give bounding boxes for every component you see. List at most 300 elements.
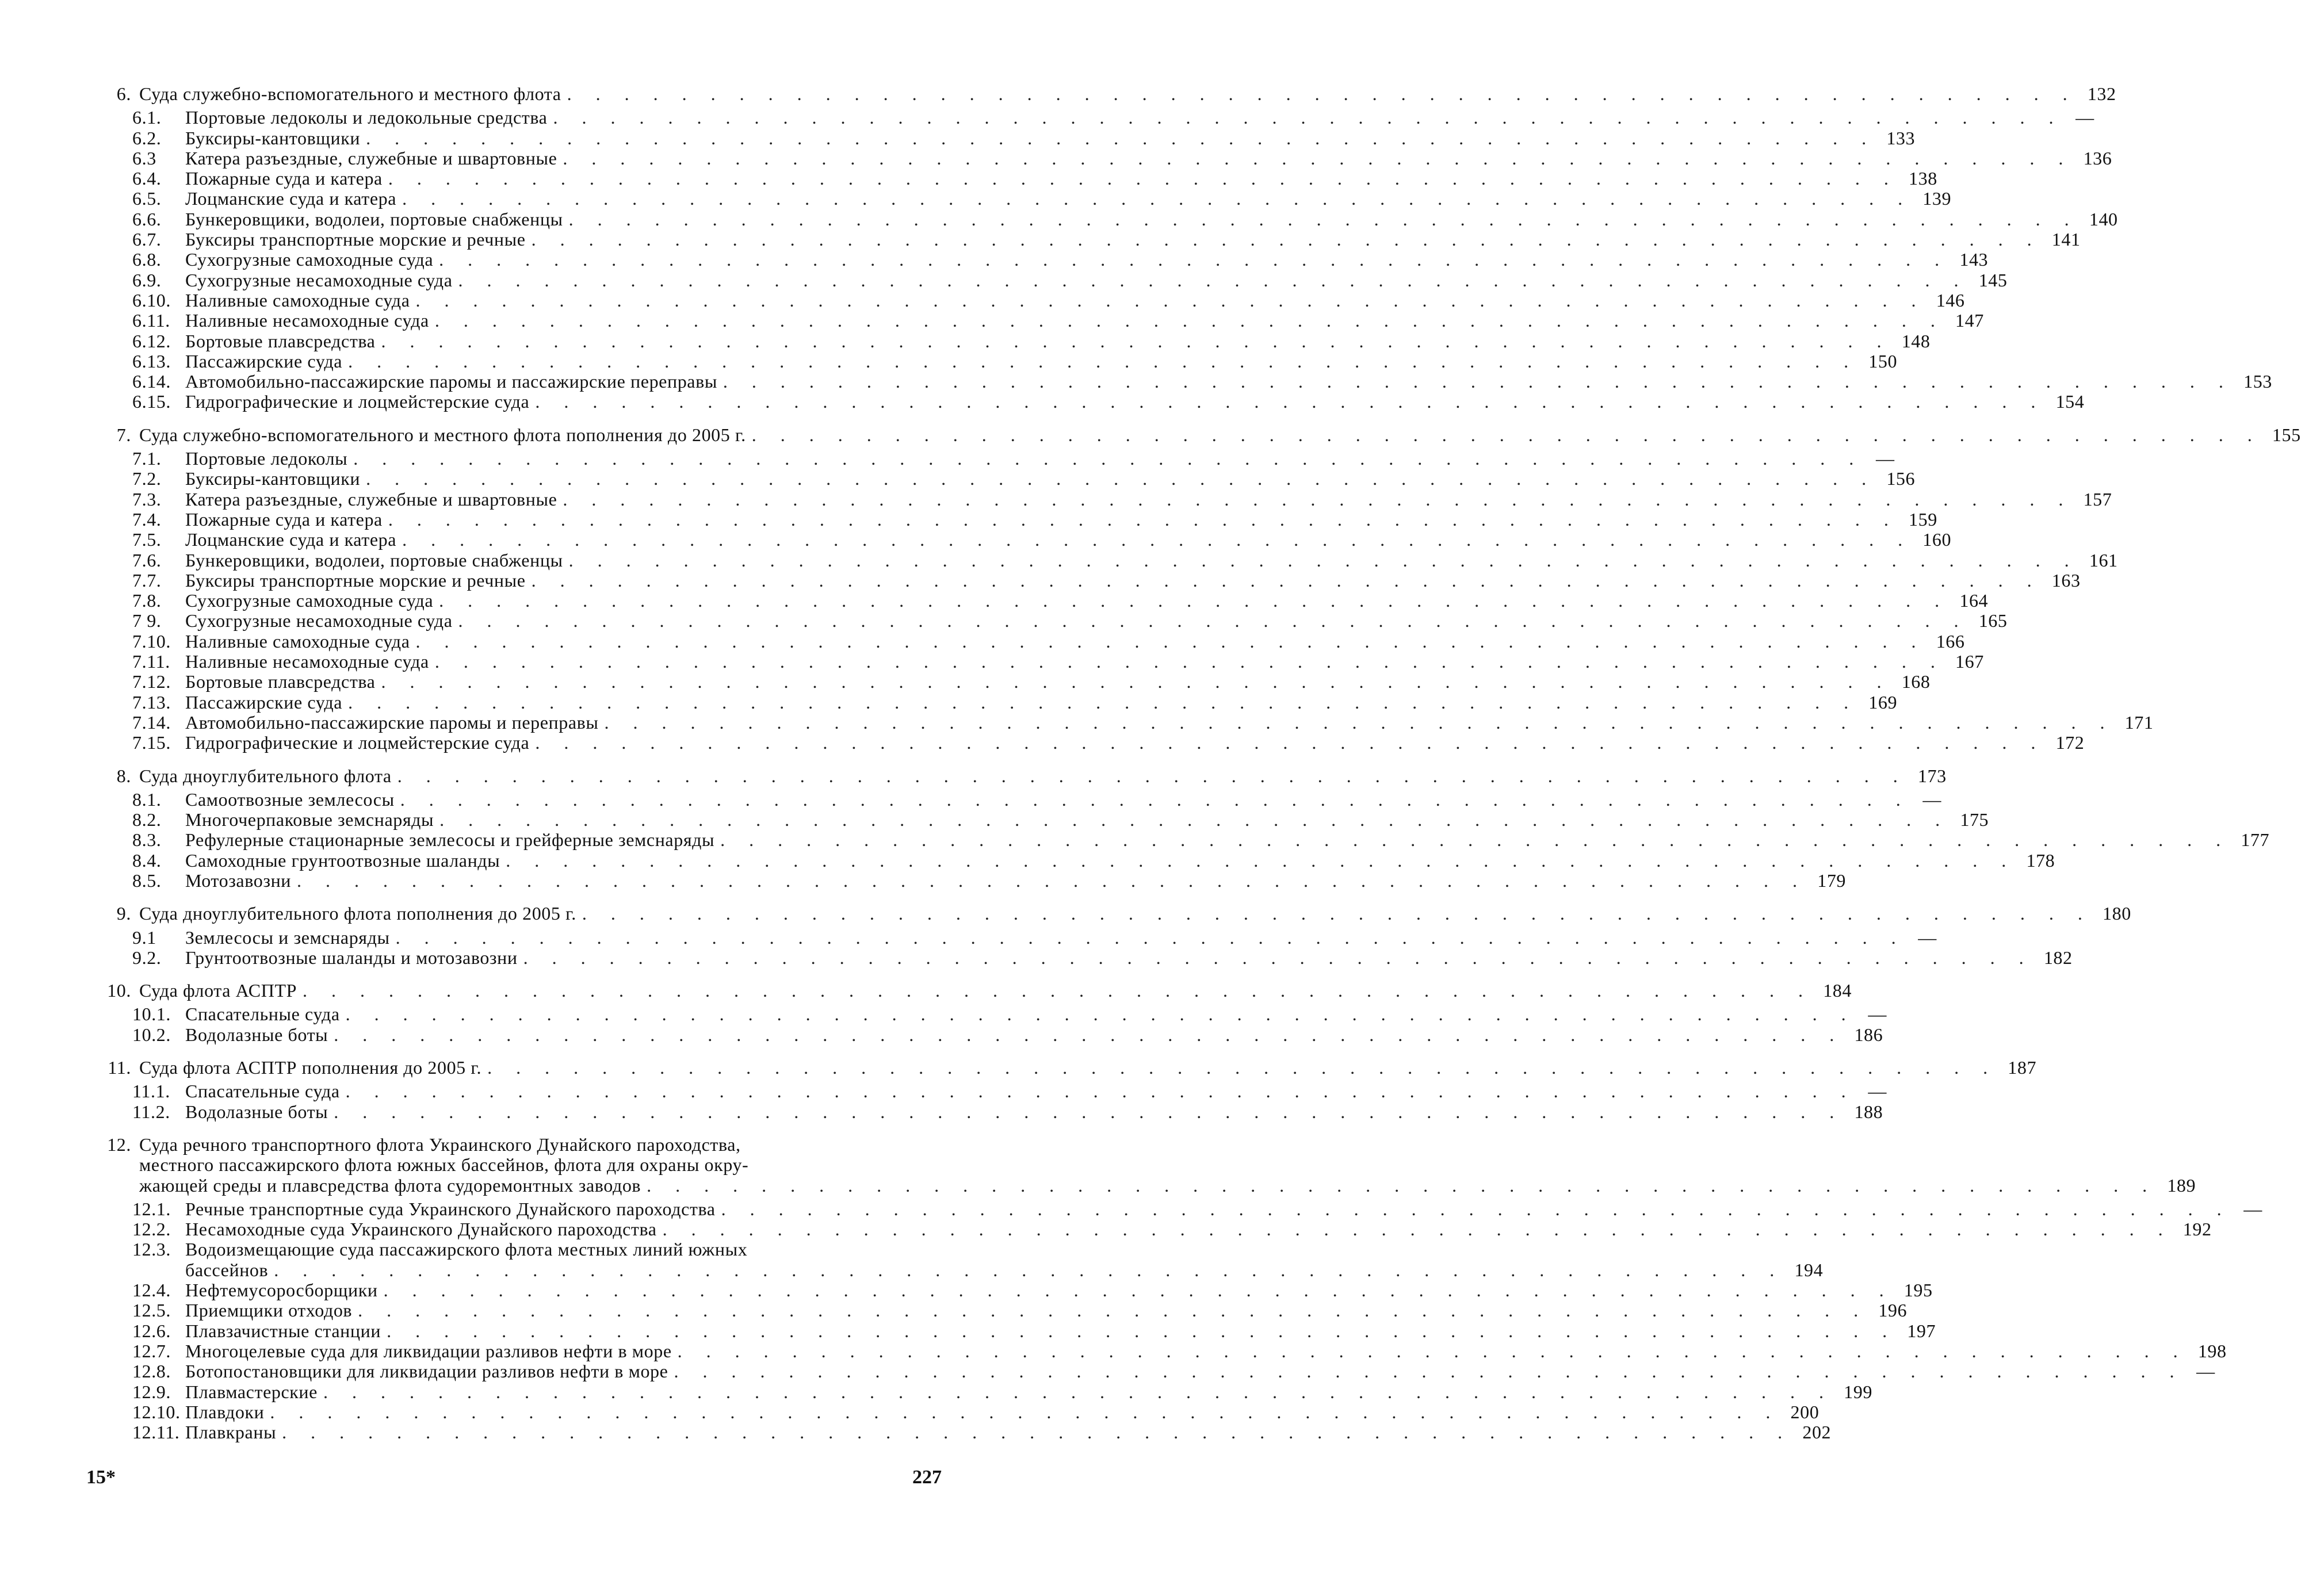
toc-page-number: 182	[2043, 947, 2073, 968]
toc-page-number: 180	[2103, 903, 2131, 924]
toc-entry[interactable]	[104, 371, 2272, 392]
toc-entry-title: Автомобильно-пассажирские паромы и пассажирские переправы	[185, 371, 717, 392]
dot-leader: . . . . . . . . . . . . . . . . . . . . . . . . . . . . . . . . . . . . . . . . . . . . . . . . . . . . .	[397, 765, 1908, 786]
toc-entry-title: Плавдоки	[185, 1401, 265, 1422]
dot-leader: . . . . . . . . . . . . . . . . . . . . . . . . . . . . . . . . . . . . . . . . . . . . . . . . . . . . .	[434, 651, 1945, 672]
toc-entry-number: 7.7.	[132, 569, 162, 591]
toc-entry[interactable]	[104, 789, 1941, 810]
toc-entry[interactable]	[104, 1219, 2212, 1240]
toc-entry-number: 12.4.	[132, 1280, 171, 1301]
toc-entry-number: 6.10.	[132, 289, 171, 311]
toc-entry-number: 6.14.	[132, 371, 171, 392]
toc-entry-number: 7.15.	[132, 732, 171, 753]
dot-leader: . . . . . . . . . . . . . . . . . . . . . . . . . . . . . . . . . . . . . . . . . . . . . . . . . . . . .	[604, 711, 2115, 733]
dot-leader: . . . . . . . . . . . . . . . . . . . . . . . . . . . . . . . . . . . . . . . . . . . . . . . . . . . . .	[402, 188, 1913, 209]
toc-entry[interactable]	[104, 849, 2055, 871]
dot-leader: . . . . . . . . . . . . . . . . . . . . . . . . . . . . . . . . . . . . . . . . . . . . . . . . . . . . .	[402, 529, 1913, 550]
toc-entry[interactable]	[104, 1198, 2262, 1219]
toc-section-number: 12.	[107, 1134, 131, 1155]
dot-leader: . . . . . . . . . . . . . . . . . . . . . . . . . . . . . . . . . . . . . . . . . . . . . . . . . . . . .	[282, 1422, 1792, 1443]
toc-section-number: 9.	[116, 903, 131, 924]
dot-leader: . . . . . . . . . . . . . . . . . . . . . . . . . . . . . . . . . . . . . . . . . . . . . . . . . . . . .	[345, 1081, 1856, 1102]
toc-entry-title: Катера разъездные, служебные и швартовные	[185, 488, 557, 510]
toc-section-title: местного пассажирского флота южных бассейнов, флота для охраны окру-	[139, 1154, 749, 1176]
toc-entry-title: Портовые ледоколы и ледокольные средства	[185, 107, 548, 128]
toc-entry-title: Буксиры транспортные морские и речные	[185, 569, 526, 591]
toc-entry-number: 7.6.	[132, 549, 162, 571]
toc-page-number: 150	[1868, 350, 1898, 372]
toc-entry-number: 7.3.	[132, 488, 162, 510]
toc-entry-title: Приемщики отходов	[185, 1300, 353, 1321]
dot-leader: . . . . . . . . . . . . . . . . . . . . . . . . . . . . . . . . . . . . . . . . . . . . . . . . . . . . .	[506, 849, 2016, 871]
toc-entry[interactable]	[104, 107, 2094, 128]
dot-leader: . . . . . . . . . . . . . . . . . . . . . . . . . . . . . . . . . . . . . . . . . . . . . . . . . . . . .	[647, 1174, 2157, 1196]
toc-page-number: 171	[2124, 711, 2154, 733]
dot-leader: . . . . . . . . . . . . . . . . . . . . . . . . . . . . . . . . . . . . . . . . . . . . . . . . . . . . .	[270, 1401, 1780, 1422]
toc-entry-number: 6.1.	[132, 107, 162, 128]
toc-section-number: 10.	[107, 980, 131, 1001]
toc-entry[interactable]	[104, 1024, 1883, 1045]
toc-page-number: 139	[1922, 188, 1952, 209]
toc-entry[interactable]	[104, 630, 1965, 652]
toc-section-heading[interactable]	[104, 83, 2116, 104]
toc-entry-title: бассейнов	[185, 1259, 269, 1280]
toc-page-number: 168	[1901, 671, 1931, 692]
toc-entry-title: Бортовые плавсредства	[185, 671, 376, 692]
dot-leader: . . . . . . . . . . . . . . . . . . . . . . . . . . . . . . . . . . . . . . . . . . . . . . . . . . . . .	[383, 1280, 1894, 1301]
dot-leader: . . . . . . . . . . . . . . . . . . . . . . . . . . . . . . . . . . . . . . . . . . . . . . . . . . . . .	[439, 809, 1950, 830]
dot-leader: . . . . . . . . . . . . . . . . . . . . . . . . . . . . . . . . . . . . . . . . . . . . . . . . . . . . .	[439, 590, 1950, 611]
toc-entry-title: Рефулерные стационарные землесосы и грейферные земснаряды	[185, 829, 715, 851]
toc-section-title: Суда дноуглубительного флота	[139, 765, 392, 786]
toc-entry[interactable]	[104, 927, 1937, 948]
toc-page-number: —	[2196, 1361, 2215, 1382]
toc-page-number: 187	[2008, 1057, 2037, 1078]
toc-entry-number: 10.1.	[132, 1004, 171, 1025]
dot-leader: . . . . . . . . . . . . . . . . . . . . . . . . . . . . . . . . . . . . . . . . . . . . . . . . . . . . .	[531, 569, 2042, 591]
toc-entry[interactable]	[104, 829, 2270, 851]
toc-entry[interactable]	[104, 188, 1952, 209]
toc-page-number: 143	[1959, 249, 1989, 270]
toc-entry[interactable]	[104, 208, 2118, 229]
toc-entry-title: Плавзачистные станции	[185, 1320, 381, 1341]
dot-leader: . . . . . . . . . . . . . . . . . . . . . . . . . . . . . . . . . . . . . . . . . . . . . . . . . . . . .	[334, 1101, 1844, 1122]
toc-entry[interactable]	[104, 651, 1984, 672]
toc-entry[interactable]	[104, 691, 1898, 713]
toc-section-number: 11.	[108, 1057, 131, 1078]
toc-page-number: 199	[1844, 1381, 1872, 1402]
toc-entry-title: Грунтоотвозные шаланды и мотозавозни	[185, 947, 518, 968]
dot-leader: . . . . . . . . . . . . . . . . . . . . . . . . . . . . . . . . . . . . . . . . . . . . . . . . . . . . .	[388, 168, 1898, 189]
toc-page-number: 169	[1868, 691, 1898, 713]
toc-entry[interactable]	[104, 488, 2112, 510]
toc-entry[interactable]	[104, 249, 1989, 270]
dot-leader: . . . . . . . . . . . . . . . . . . . . . . . . . . . . . . . . . . . . . . . . . . . . . . . . . . . . .	[353, 448, 1864, 469]
toc-entry[interactable]	[104, 947, 2073, 968]
dot-leader: . . . . . . . . . . . . . . . . . . . . . . . . . . . . . . . . . . . . . . . . . . . . . . . . . . . . .	[535, 391, 2046, 412]
toc-entry[interactable]	[104, 1422, 1832, 1443]
toc-page-number: 172	[2055, 732, 2085, 753]
toc-page-number: 192	[2182, 1219, 2212, 1240]
dot-leader: . . . . . . . . . . . . . . . . . . . . . . . . . . . . . . . . . . . . . . . . . . . . . . . . . . . . .	[439, 249, 1950, 270]
dot-leader: . . . . . . . . . . . . . . . . . . . . . . . . . . . . . . . . . . . . . . . . . . . . . . . . . . . . .	[568, 549, 2079, 571]
toc-page-number: 178	[2026, 849, 2055, 871]
toc-page-number: 186	[1854, 1024, 1883, 1045]
toc-entry-title: Наливные несамоходные суда	[185, 310, 429, 331]
toc-entry[interactable]	[104, 590, 1989, 611]
dot-leader: . . . . . . . . . . . . . . . . . . . . . . . . . . . . . . . . . . . . . . . . . . . . . . . . . . . . .	[531, 229, 2042, 250]
toc-entry-title: Самоходные грунтоотвозные шаланды	[185, 849, 500, 871]
toc-page-number: 202	[1802, 1422, 1832, 1443]
toc-entry-number: 6.7.	[132, 229, 162, 250]
toc-entry-number: 7.2.	[132, 468, 162, 489]
toc-entry-title: Лоцманские суда и катера	[185, 529, 397, 550]
dot-leader: . . . . . . . . . . . . . . . . . . . . . . . . . . . . . . . . . . . . . . . . . . . . . . . . . . . . .	[334, 1024, 1844, 1045]
dot-leader: . . . . . . . . . . . . . . . . . . . . . . . . . . . . . . . . . . . . . . . . . . . . . . . . . . . . .	[303, 980, 1813, 1001]
toc-page-number: 195	[1904, 1280, 1933, 1301]
dot-leader: . . . . . . . . . . . . . . . . . . . . . . . . . . . . . . . . . . . . . . . . . . . . . . . . . . . . .	[720, 829, 2231, 851]
toc-entry-number: 6.9.	[132, 269, 162, 290]
toc-entry-title: Бункеровщики, водолеи, портовые снабженцы	[185, 208, 563, 229]
toc-entry[interactable]	[104, 1340, 2227, 1361]
dot-leader: . . . . . . . . . . . . . . . . . . . . . . . . . . . . . . . . . . . . . . . . . . . . . . . . . . . . .	[348, 350, 1859, 372]
toc-entry[interactable]	[104, 1381, 1872, 1402]
toc-entry-title: Наливные самоходные суда	[185, 630, 410, 652]
toc-section-heading[interactable]	[104, 1134, 2196, 1196]
dot-leader: . . . . . . . . . . . . . . . . . . . . . . . . . . . . . . . . . . . . . . . . . . . . . . . . . . . . .	[535, 732, 2046, 753]
toc-entry-number: 9.1	[132, 927, 156, 948]
toc-section-title: Суда дноуглубительного флота пополнения до 2005 г.	[139, 903, 576, 924]
dot-leader: . . . . . . . . . . . . . . . . . . . . . . . . . . . . . . . . . . . . . . . . . . . . . . . . . . . . .	[563, 147, 2073, 169]
toc-entry-number: 11.2.	[132, 1101, 170, 1122]
toc-page-number: 136	[2083, 147, 2112, 169]
toc-entry-number: 10.2.	[132, 1024, 171, 1045]
toc-entry-title: Несамоходные суда Украинского Дунайского пароходства	[185, 1219, 657, 1240]
toc-section-title-line	[104, 1155, 932, 1175]
dot-leader: . . . . . . . . . . . . . . . . . . . . . . . . . . . . . . . . . . . . . . . . . . . . . . . . . . . . .	[458, 269, 1969, 290]
toc-entry-title: Ботопостановщики для ликвидации разливов нефти в море	[185, 1361, 668, 1382]
toc-entry-number: 7.11.	[132, 651, 170, 672]
toc-entry-number: 7.10.	[132, 630, 171, 652]
toc-entry-number: 12.10.	[132, 1401, 181, 1422]
toc-page-number: 161	[2089, 549, 2118, 571]
toc-page-number: 167	[1955, 651, 1984, 672]
toc-page-number: 184	[1823, 980, 1852, 1001]
toc-entry[interactable]	[104, 127, 1916, 148]
dot-leader: . . . . . . . . . . . . . . . . . . . . . . . . . . . . . . . . . . . . . . . . . . . . . . . . . . . . .	[434, 310, 1945, 331]
toc-entry[interactable]	[104, 448, 1895, 469]
toc-entry-number: 7.5.	[132, 529, 162, 550]
toc-entry[interactable]	[104, 391, 2085, 412]
toc-entry[interactable]	[104, 1004, 1887, 1025]
toc-entry-title: Пассажирские суда	[185, 350, 343, 372]
toc-page-number: 179	[1817, 870, 1847, 891]
toc-entry[interactable]	[104, 529, 1952, 550]
toc-entry-number: 12.3.	[132, 1239, 171, 1260]
toc-entry-number: 6.15.	[132, 391, 171, 412]
toc-entry-number: 6.11.	[132, 310, 170, 331]
dot-leader: . . . . . . . . . . . . . . . . . . . . . . . . . . . . . . . . . . . . . . . . . . . . . . . . . . . . .	[582, 903, 2092, 924]
dot-leader: . . . . . . . . . . . . . . . . . . . . . . . . . . . . . . . . . . . . . . . . . . . . . . . . . . . . .	[674, 1361, 2184, 1382]
toc-page-number: 155	[2272, 424, 2301, 445]
toc-page-number: 147	[1955, 310, 1984, 331]
toc-section-heading[interactable]	[104, 903, 2131, 924]
toc-page-number: —	[1875, 448, 1895, 469]
toc-section-title: Суда речного транспортного флота Украинского Дунайского пароходства,	[139, 1134, 741, 1155]
dot-leader: . . . . . . . . . . . . . . . . . . . . . . . . . . . . . . . . . . . . . . . . . . . . . . . . . . . . .	[415, 630, 1926, 652]
toc-entry[interactable]	[104, 671, 1931, 692]
toc-entry[interactable]	[104, 809, 1989, 830]
toc-entry-title: Самоотвозные землесосы	[185, 789, 395, 810]
toc-entry-title: Бункеровщики, водолеи, портовые снабженцы	[185, 549, 563, 571]
toc-entry-title: Мотозавозни	[185, 870, 292, 891]
toc-entry-title: Катера разъездные, служебные и швартовные	[185, 147, 557, 169]
toc-page-number: 164	[1959, 590, 1989, 611]
toc-entry[interactable]	[104, 468, 1916, 489]
toc-entry-number: 7.14.	[132, 711, 171, 733]
dot-leader: . . . . . . . . . . . . . . . . . . . . . . . . . . . . . . . . . . . . . . . . . . . . . . . . . . . . .	[400, 789, 1910, 810]
toc-page-number: —	[1922, 789, 1941, 810]
toc-page-number: 146	[1936, 289, 1965, 311]
toc-entry[interactable]	[104, 350, 1898, 372]
dot-leader: . . . . . . . . . . . . . . . . . . . . . . . . . . . . . . . . . . . . . . . . . . . . . . . . . . . . .	[662, 1219, 2173, 1240]
toc-entry-number: 12.9.	[132, 1381, 171, 1402]
toc-page-number: 156	[1886, 468, 1916, 489]
toc-page-number: 132	[2087, 83, 2116, 104]
toc-entry[interactable]	[104, 1320, 1936, 1341]
dot-leader: . . . . . . . . . . . . . . . . . . . . . . . . . . . . . . . . . . . . . . . . . . . . . . . . . . . . .	[721, 1198, 2231, 1219]
toc-entry-title: Пассажирские суда	[185, 691, 343, 713]
toc-entry-number: 6.6.	[132, 208, 162, 229]
toc-entry-number: 6.8.	[132, 249, 162, 270]
dot-leader: . . . . . . . . . . . . . . . . . . . . . . . . . . . . . . . . . . . . . . . . . . . . . . . . . . . . .	[553, 107, 2063, 128]
toc-entry-title: Наливные самоходные суда	[185, 289, 410, 311]
toc-page-number: 148	[1901, 330, 1931, 351]
toc-entry[interactable]	[104, 508, 1937, 530]
dot-leader: . . . . . . . . . . . . . . . . . . . . . . . . . . . . . . . . . . . . . . . . . . . . . . . . . . . . .	[723, 371, 2233, 392]
toc-entry-title: Водоизмещающие суда пассажирского флота местных линий южных	[185, 1239, 748, 1260]
toc-entry-title: Спасательные суда	[185, 1081, 340, 1102]
toc-page-number: 154	[2055, 391, 2085, 412]
toc-section-heading[interactable]	[104, 765, 1947, 786]
toc-page-number: 141	[2051, 229, 2081, 250]
toc-page-number: —	[2076, 107, 2094, 128]
toc-entry-number: 12.2.	[132, 1219, 171, 1240]
toc-section-title: Суда служебно-вспомогательного и местного флота пополнения до 2005 г.	[139, 424, 746, 445]
toc-entry-number: 7.12.	[132, 671, 171, 692]
toc-entry[interactable]	[104, 1300, 1908, 1321]
toc-entry[interactable]	[104, 870, 1847, 891]
dot-leader: . . . . . . . . . . . . . . . . . . . . . . . . . . . . . . . . . . . . . . . . . . . . . . . . . . . . .	[348, 691, 1859, 713]
toc-entry[interactable]	[104, 289, 1965, 311]
toc-entry-title: Пожарные суда и катера	[185, 168, 383, 189]
toc-page-number: 153	[2243, 371, 2272, 392]
toc-section-title: Суда служебно-вспомогательного и местного флота	[139, 83, 561, 104]
dot-leader: . . . . . . . . . . . . . . . . . . . . . . . . . . . . . . . . . . . . . . . . . . . . . . . . . . . . .	[366, 127, 1876, 148]
toc-page-number: 198	[2197, 1340, 2227, 1361]
dot-leader: . . . . . . . . . . . . . . . . . . . . . . . . . . . . . . . . . . . . . . . . . . . . . . . . . . . . .	[388, 508, 1898, 530]
toc-entry-number: 12.1.	[132, 1198, 171, 1219]
dot-leader: . . . . . . . . . . . . . . . . . . . . . . . . . . . . . . . . . . . . . . . . . . . . . . . . . . . . .	[751, 424, 2262, 445]
toc-entry-number: 12.8.	[132, 1361, 171, 1382]
dot-leader: . . . . . . . . . . . . . . . . . . . . . . . . . . . . . . . . . . . . . . . . . . . . . . . . . . . . .	[381, 671, 1891, 692]
dot-leader: . . . . . . . . . . . . . . . . . . . . . . . . . . . . . . . . . . . . . . . . . . . . . . . . . . . . .	[677, 1340, 2188, 1361]
dot-leader: . . . . . . . . . . . . . . . . . . . . . . . . . . . . . . . . . . . . . . . . . . . . . . . . . . . . .	[568, 208, 2079, 229]
toc-entry-title: Водолазные боты	[185, 1024, 328, 1045]
toc-page-number: 166	[1936, 630, 1965, 652]
toc-entry[interactable]	[104, 610, 2008, 631]
toc-entry[interactable]	[104, 1081, 1887, 1102]
toc-entry[interactable]	[104, 269, 2008, 290]
toc-section-title-line	[104, 1135, 932, 1155]
toc-entry[interactable]	[104, 1280, 1933, 1301]
toc-entry-title: Наливные несамоходные суда	[185, 651, 429, 672]
toc-entry-title: Сухогрузные несамоходные суда	[185, 269, 453, 290]
toc-entry[interactable]	[104, 1101, 1883, 1122]
toc-entry-title: Буксиры-кантовщики	[185, 468, 361, 489]
dot-leader: . . . . . . . . . . . . . . . . . . . . . . . . . . . . . . . . . . . . . . . . . . . . . . . . . . . . .	[395, 927, 1906, 948]
toc-entry[interactable]	[104, 330, 1931, 351]
toc-page-number: —	[1918, 927, 1937, 948]
toc-section-title: Суда флота АСПТР	[139, 980, 297, 1001]
toc-entry-title: Плавкраны	[185, 1422, 277, 1443]
toc-entry-number: 9.2.	[132, 947, 162, 968]
dot-leader: . . . . . . . . . . . . . . . . . . . . . . . . . . . . . . . . . . . . . . . . . . . . . . . . . . . . .	[567, 83, 2077, 104]
dot-leader: . . . . . . . . . . . . . . . . . . . . . . . . . . . . . . . . . . . . . . . . . . . . . . . . . . . . .	[381, 330, 1891, 351]
toc-entry-line	[132, 1239, 932, 1260]
toc-section-title-line	[104, 1174, 2196, 1196]
toc-page-number: 177	[2241, 829, 2270, 851]
toc-page-number: 163	[2051, 569, 2081, 591]
toc-section-number: 8.	[116, 765, 131, 786]
dot-leader: . . . . . . . . . . . . . . . . . . . . . . . . . . . . . . . . . . . . . . . . . . . . . . . . . . . . .	[487, 1057, 1998, 1078]
toc-entry-title: Многоцелевые суда для ликвидации разливов нефти в море	[185, 1340, 672, 1361]
toc-entry-number: 7.8.	[132, 590, 162, 611]
toc-entry-number: 12.11.	[132, 1422, 180, 1443]
toc-entry[interactable]	[104, 569, 2081, 591]
dot-leader: . . . . . . . . . . . . . . . . . . . . . . . . . . . . . . . . . . . . . . . . . . . . . . . . . . . . .	[523, 947, 2034, 968]
toc-section-title: жающей среды и плавсредства флота судоремонтных заводов	[139, 1174, 641, 1196]
toc-entry-line	[132, 1259, 1824, 1280]
toc-page-number: 157	[2083, 488, 2112, 510]
toc-entry-number: 8.2.	[132, 809, 162, 830]
toc-entry-number: 7.4.	[132, 508, 162, 530]
toc-entry-number: 7.13.	[132, 691, 171, 713]
toc-page-number: 197	[1907, 1320, 1936, 1341]
toc-page-number: 160	[1922, 529, 1952, 550]
toc-entry-title: Водолазные боты	[185, 1101, 328, 1122]
toc-entry-title: Спасательные суда	[185, 1004, 340, 1025]
toc-section-heading[interactable]	[104, 980, 1852, 1001]
dot-leader: . . . . . . . . . . . . . . . . . . . . . . . . . . . . . . . . . . . . . . . . . . . . . . . . . . . . .	[415, 289, 1926, 311]
toc-section-number: 6.	[116, 83, 131, 104]
toc-entry-title: Пожарные суда и катера	[185, 508, 383, 530]
dot-leader: . . . . . . . . . . . . . . . . . . . . . . . . . . . . . . . . . . . . . . . . . . . . . . . . . . . . .	[563, 488, 2073, 510]
toc-page-number: 196	[1878, 1300, 1908, 1321]
toc-entry[interactable]	[104, 310, 1984, 331]
toc-entry-title: Буксиры транспортные морские и речные	[185, 229, 526, 250]
toc-entry-title: Сухогрузные самоходные суда	[185, 249, 434, 270]
dot-leader: . . . . . . . . . . . . . . . . . . . . . . . . . . . . . . . . . . . . . . . . . . . . . . . . . . . . .	[274, 1259, 1784, 1280]
table-of-contents	[104, 83, 2301, 1443]
toc-entry-number: 12.6.	[132, 1320, 171, 1341]
toc-page-number: 165	[1978, 610, 2008, 631]
toc-entry-title: Сухогрузные самоходные суда	[185, 590, 434, 611]
toc-entry-number: 6.12.	[132, 330, 171, 351]
printer-signature: 15*	[86, 1467, 116, 1488]
toc-entry-number: 6.13.	[132, 350, 171, 372]
toc-entry-number: 8.4.	[132, 849, 162, 871]
toc-entry[interactable]	[104, 1239, 1824, 1280]
toc-entry-title: Речные транспортные суда Украинского Дунайского пароходства	[185, 1198, 716, 1219]
toc-entry[interactable]	[104, 549, 2118, 571]
toc-entry-title: Нефтемусоросборщики	[185, 1280, 378, 1301]
toc-entry[interactable]	[104, 147, 2112, 169]
dot-leader: . . . . . . . . . . . . . . . . . . . . . . . . . . . . . . . . . . . . . . . . . . . . . . . . . . . . .	[345, 1004, 1856, 1025]
toc-entry[interactable]	[104, 1361, 2215, 1382]
toc-page-number: —	[2243, 1198, 2262, 1219]
toc-page-number: 140	[2089, 208, 2118, 229]
toc-entry-title: Землесосы и земснаряды	[185, 927, 390, 948]
toc-entry-title: Лоцманские суда и катера	[185, 188, 397, 209]
toc-entry-number: 7.1.	[132, 448, 162, 469]
toc-entry-number: 11.1.	[132, 1081, 170, 1102]
toc-page-number: 145	[1978, 269, 2008, 290]
toc-page-number: 188	[1854, 1101, 1883, 1122]
dot-leader: . . . . . . . . . . . . . . . . . . . . . . . . . . . . . . . . . . . . . . . . . . . . . . . . . . . . .	[366, 468, 1876, 489]
toc-entry-title: Плавмастерские	[185, 1381, 318, 1402]
dot-leader: . . . . . . . . . . . . . . . . . . . . . . . . . . . . . . . . . . . . . . . . . . . . . . . . . . . . .	[297, 870, 1807, 891]
toc-entry-number: 12.7.	[132, 1340, 171, 1361]
toc-page-number: 200	[1790, 1401, 1820, 1422]
toc-entry[interactable]	[104, 1401, 1820, 1422]
toc-entry-title: Бортовые плавсредства	[185, 330, 376, 351]
dot-leader: . . . . . . . . . . . . . . . . . . . . . . . . . . . . . . . . . . . . . . . . . . . . . . . . . . . . .	[387, 1320, 1897, 1341]
toc-page-number: 138	[1909, 168, 1937, 189]
toc-entry-title: Гидрографические и лоцмейстерские суда	[185, 391, 530, 412]
toc-entry[interactable]	[104, 168, 1937, 189]
toc-section-heading[interactable]	[104, 1057, 2037, 1078]
toc-entry-number: 8.3.	[132, 829, 162, 851]
toc-entry[interactable]	[104, 711, 2154, 733]
dot-leader: . . . . . . . . . . . . . . . . . . . . . . . . . . . . . . . . . . . . . . . . . . . . . . . . . . . . .	[323, 1381, 1833, 1402]
dot-leader: . . . . . . . . . . . . . . . . . . . . . . . . . . . . . . . . . . . . . . . . . . . . . . . . . . . . .	[458, 610, 1969, 631]
toc-section-number: 7.	[116, 424, 131, 445]
toc-entry[interactable]	[104, 229, 2081, 250]
toc-page-number: —	[1868, 1004, 1887, 1025]
toc-entry-number: 6.5.	[132, 188, 162, 209]
toc-entry-number: 7 9.	[132, 610, 162, 631]
toc-section-heading[interactable]	[104, 424, 2301, 445]
toc-entry-number: 6.2.	[132, 127, 162, 148]
toc-entry-title: Буксиры-кантовщики	[185, 127, 361, 148]
toc-entry-number: 12.5.	[132, 1300, 171, 1321]
page-number: 227	[912, 1467, 942, 1488]
toc-entry-title: Сухогрузные несамоходные суда	[185, 610, 453, 631]
toc-entry-number: 6.4.	[132, 168, 162, 189]
toc-page-number: 159	[1909, 508, 1937, 530]
toc-page-number: 173	[1917, 765, 1947, 786]
toc-entry-title: Портовые ледоколы	[185, 448, 348, 469]
toc-page-number: —	[1868, 1081, 1887, 1102]
toc-page-number: 133	[1886, 127, 1916, 148]
toc-page-number: 194	[1794, 1259, 1824, 1280]
toc-entry-number: 8.5.	[132, 870, 162, 891]
toc-entry-title: Автомобильно-пассажирские паромы и переправы	[185, 711, 599, 733]
toc-entry[interactable]	[104, 732, 2085, 753]
toc-entry-title: Гидрографические и лоцмейстерские суда	[185, 732, 530, 753]
dot-leader: . . . . . . . . . . . . . . . . . . . . . . . . . . . . . . . . . . . . . . . . . . . . . . . . . . . . .	[358, 1300, 1868, 1321]
